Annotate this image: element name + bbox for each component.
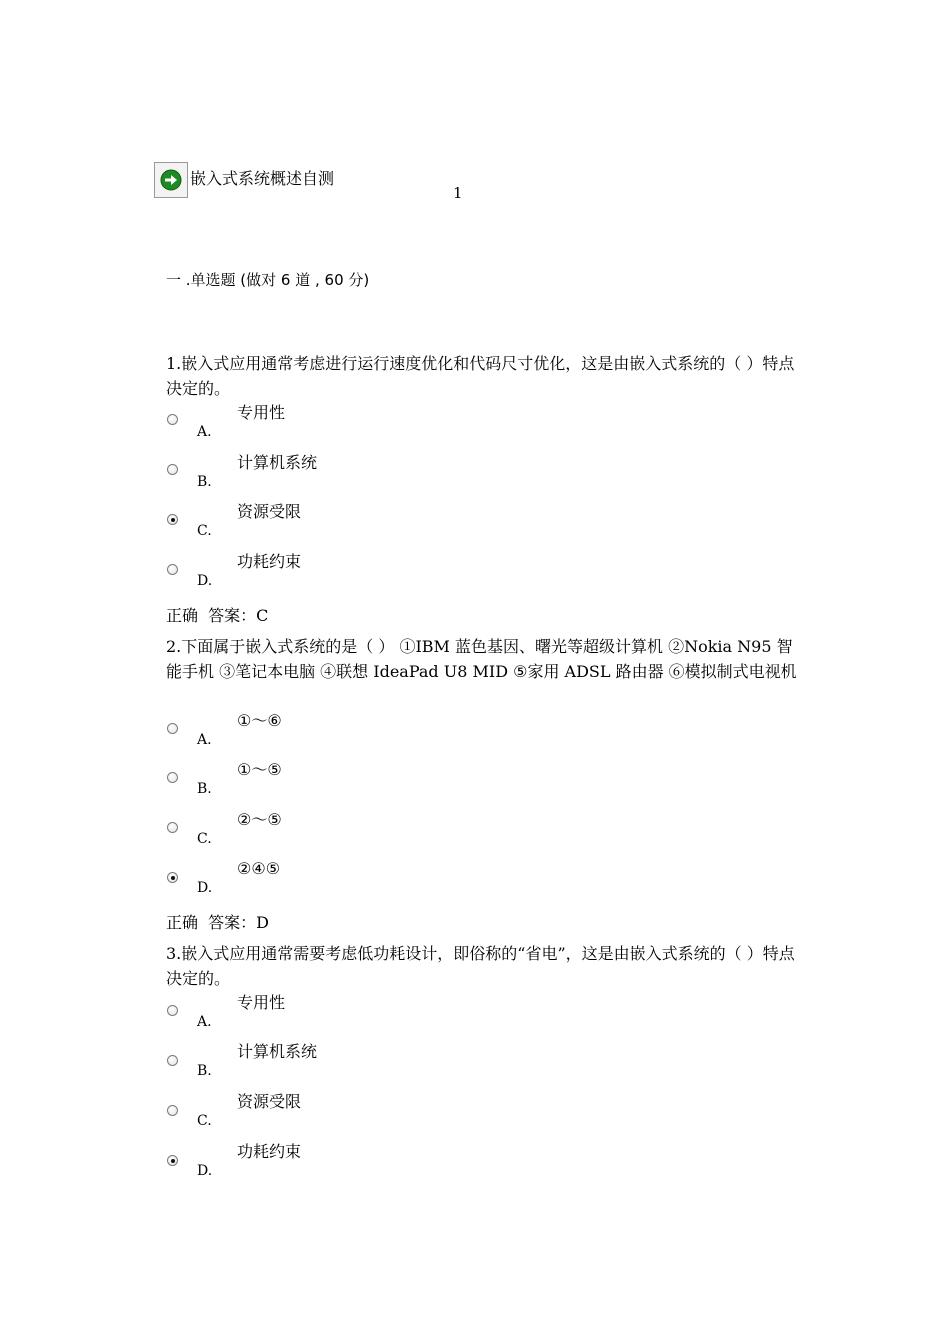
question-1-option-d-label: 功耗约束 — [237, 552, 302, 571]
question-1-result: 正确 答案：C — [166, 606, 269, 625]
question-2-option-d-label: ②④⑤ — [237, 859, 281, 878]
radio-selected-dot — [171, 518, 175, 522]
question-1-option-b-label: 计算机系统 — [237, 453, 318, 472]
question-3-option-a-label: 专用性 — [237, 993, 286, 1012]
question-2-option-b-letter: B. — [197, 781, 212, 797]
question-2-option-a-radio[interactable] — [167, 723, 178, 734]
question-3-option-d-letter: D. — [197, 1163, 213, 1179]
question-1-option-c-letter: C. — [197, 523, 212, 539]
question-2-option-c-label: ②～⑤ — [237, 810, 282, 829]
question-2-option-c-radio[interactable] — [167, 822, 178, 833]
green-arrow-right-icon[interactable] — [154, 162, 188, 198]
question-2-option-c-letter: C. — [197, 831, 212, 847]
question-1-option-b-radio[interactable] — [167, 464, 178, 475]
section-heading: 一 .单选题 (做对 6 道 , 60 分) — [166, 271, 370, 289]
question-3-option-c-label: 资源受限 — [237, 1092, 302, 1111]
question-3-option-c-radio[interactable] — [167, 1105, 178, 1116]
question-2-option-a-label: ①～⑥ — [237, 711, 282, 730]
question-2-option-b-label: ①～⑤ — [237, 760, 282, 779]
question-3-option-a-radio[interactable] — [167, 1005, 178, 1016]
question-1-option-a-label: 专用性 — [237, 403, 286, 422]
question-3-option-d-label: 功耗约束 — [237, 1142, 302, 1161]
question-3-text: 3.嵌入式应用通常需要考虑低功耗设计，即俗称的“省电”，这是由嵌入式系统的（ ）特点决定的。 — [166, 944, 795, 988]
question-1-option-c-label: 资源受限 — [237, 502, 302, 521]
question-1-option-d-radio[interactable] — [167, 564, 178, 575]
question-2-option-b-radio[interactable] — [167, 772, 178, 783]
page-number: 1 — [453, 184, 463, 202]
question-2-option-a-letter: A. — [197, 732, 212, 748]
question-2-result: 正确 答案：D — [166, 913, 270, 932]
question-1-option-c-radio[interactable] — [167, 514, 178, 525]
question-3-option-b-radio[interactable] — [167, 1055, 178, 1066]
question-1-option-d-letter: D. — [197, 573, 213, 589]
question-2-option-d-letter: D. — [197, 880, 213, 896]
question-3-option-c-letter: C. — [197, 1113, 212, 1129]
question-3-option-b-letter: B. — [197, 1063, 212, 1079]
radio-selected-dot — [171, 876, 175, 880]
question-1-option-a-letter: A. — [197, 424, 212, 440]
question-2-option-d-radio[interactable] — [167, 872, 178, 883]
page-title: 嵌入式系统概述自测 — [190, 169, 335, 188]
question-3-option-b-label: 计算机系统 — [237, 1042, 318, 1061]
question-1-option-a-radio[interactable] — [167, 414, 178, 425]
question-1-option-b-letter: B. — [197, 474, 212, 490]
question-2-text: 2.下面属于嵌入式系统的是（ ） ①IBM 蓝色基因、曙光等超级计算机 ②Nokia N95 智能手机 ③笔记本电脑 ④联想 IdeaPad U8 MID ⑤家用 ADSL 路由器 ⑥模拟制式电视机 — [166, 637, 797, 681]
question-3-option-d-radio[interactable] — [167, 1155, 178, 1166]
question-1-text: 1.嵌入式应用通常考虑进行运行速度优化和代码尺寸优化，这是由嵌入式系统的（ ）特点决定的。 — [166, 354, 795, 398]
question-3-option-a-letter: A. — [197, 1014, 212, 1030]
radio-selected-dot — [171, 1159, 175, 1163]
